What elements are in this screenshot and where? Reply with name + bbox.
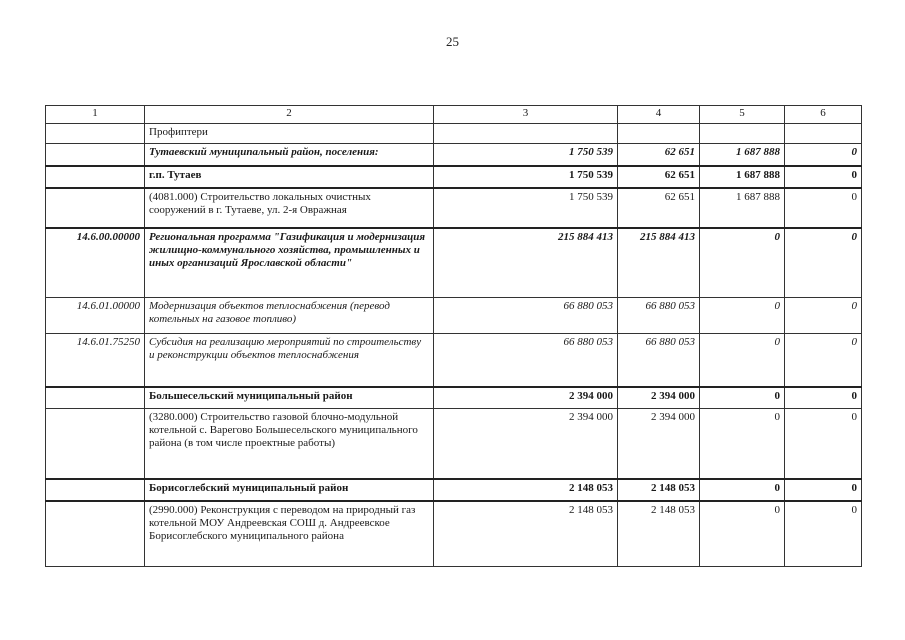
row-col3: 215 884 413 (434, 228, 618, 298)
row-col4: 215 884 413 (618, 228, 700, 298)
row-code: 14.6.01.00000 (46, 298, 145, 334)
row-col3: 2 148 053 (434, 501, 618, 567)
row-col4: 66 880 053 (618, 298, 700, 334)
row-col6: 0 (785, 166, 862, 188)
row-col6: 0 (785, 298, 862, 334)
budget-table (45, 105, 862, 567)
table-row (46, 188, 862, 228)
row-col6: 0 (785, 409, 862, 479)
row-col4: 2 394 000 (618, 409, 700, 479)
row-col4: 66 880 053 (618, 334, 700, 387)
table-row (46, 479, 862, 501)
row-col6: 0 (785, 228, 862, 298)
row-col5 (700, 124, 785, 144)
row-col5: 0 (700, 298, 785, 334)
row-col5: 0 (700, 387, 785, 409)
row-name: Субсидия на реализацию мероприятий по строительству и реконструкции объектов теплоснабжения (145, 334, 434, 387)
row-name: Тутаевский муниципальный район, поселения: (145, 144, 434, 166)
row-col5: 1 687 888 (700, 188, 785, 228)
row-col6: 0 (785, 479, 862, 501)
row-name: (3280.000) Строительство газовой блочно-модульной котельной с. Варегово Большесельского муниципального района (в том числе проектные работы) (145, 409, 434, 479)
row-col6: 0 (785, 144, 862, 166)
row-code (46, 409, 145, 479)
table-row (46, 334, 862, 387)
row-name: Большесельский муниципальный район (145, 387, 434, 409)
row-col5: 0 (700, 334, 785, 387)
row-col4: 2 148 053 (618, 501, 700, 567)
row-col6: 0 (785, 188, 862, 228)
row-name: Региональная программа "Газификация и модернизация жилищно-коммунального хозяйства, промышленных и иных организаций Ярославской области" (145, 228, 434, 298)
column-header-1: 1 (46, 106, 145, 124)
row-col3 (434, 124, 618, 144)
row-col5: 0 (700, 501, 785, 567)
row-name: (4081.000) Строительство локальных очистных сооружений в г. Тутаеве, ул. 2-я Овражная (145, 188, 434, 228)
row-col5: 0 (700, 409, 785, 479)
row-col4: 62 651 (618, 188, 700, 228)
column-header-6: 6 (785, 106, 862, 124)
row-col5: 1 687 888 (700, 166, 785, 188)
column-header-3: 3 (434, 106, 618, 124)
row-code (46, 501, 145, 567)
row-col6 (785, 124, 862, 144)
row-code (46, 387, 145, 409)
row-code: 14.6.00.00000 (46, 228, 145, 298)
row-col5: 1 687 888 (700, 144, 785, 166)
table-row (46, 166, 862, 188)
row-col6: 0 (785, 501, 862, 567)
row-col4: 2 148 053 (618, 479, 700, 501)
row-code (46, 188, 145, 228)
row-name: Борисоглебский муниципальный район (145, 479, 434, 501)
row-name: (2990.000) Реконструкция с переводом на природный газ котельной МОУ Андреевская СОШ д. Андреевское Борисоглебского муниципального района (145, 501, 434, 567)
table-row (46, 409, 862, 479)
row-code: 14.6.01.75250 (46, 334, 145, 387)
row-col6: 0 (785, 334, 862, 387)
row-col5: 0 (700, 479, 785, 501)
row-code (46, 166, 145, 188)
row-col4 (618, 124, 700, 144)
row-code (46, 124, 145, 144)
row-code (46, 479, 145, 501)
table-row (46, 298, 862, 334)
row-col3: 2 394 000 (434, 409, 618, 479)
table-row (46, 501, 862, 567)
column-header-5: 5 (700, 106, 785, 124)
table-header-row (46, 106, 862, 124)
row-code (46, 144, 145, 166)
table-row (46, 387, 862, 409)
row-col3: 2 148 053 (434, 479, 618, 501)
row-col4: 62 651 (618, 144, 700, 166)
row-col3: 1 750 539 (434, 166, 618, 188)
row-col3: 1 750 539 (434, 188, 618, 228)
row-name: Модернизация объектов теплоснабжения (перевод котельных на газовое топливо) (145, 298, 434, 334)
page-number: 25 (446, 34, 459, 49)
row-col5: 0 (700, 228, 785, 298)
table-row (46, 228, 862, 298)
row-col4: 62 651 (618, 166, 700, 188)
table-row (46, 124, 862, 144)
row-col3: 1 750 539 (434, 144, 618, 166)
row-col3: 2 394 000 (434, 387, 618, 409)
column-header-2: 2 (145, 106, 434, 124)
table-row (46, 144, 862, 166)
column-header-4: 4 (618, 106, 700, 124)
row-name: г.п. Тутаев (145, 166, 434, 188)
row-col4: 2 394 000 (618, 387, 700, 409)
row-name: Профиптери (145, 124, 434, 144)
row-col3: 66 880 053 (434, 334, 618, 387)
row-col3: 66 880 053 (434, 298, 618, 334)
row-col6: 0 (785, 387, 862, 409)
